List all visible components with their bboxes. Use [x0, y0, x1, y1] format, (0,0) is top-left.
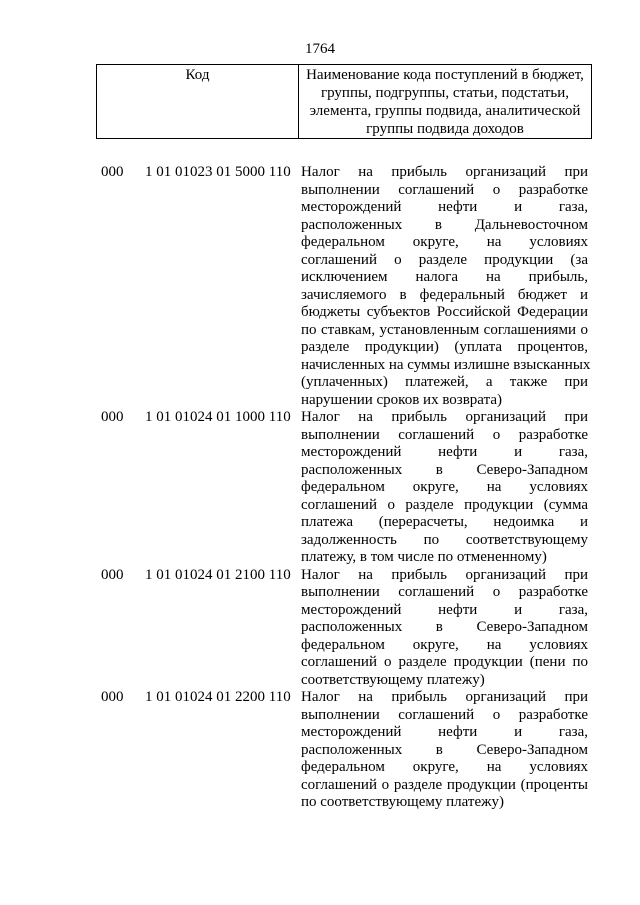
description-line: (уплаченных) платежей, а также при [301, 374, 588, 390]
description-line: выполнении соглашений о разработке [301, 426, 588, 443]
description-line: нарушении сроков их возврата) [301, 391, 502, 408]
header-code-label: Код [185, 67, 210, 83]
description-line: задолженность по соответствующему [301, 531, 588, 548]
admin-code: 000 [101, 164, 124, 180]
description-line: Налог на прибыль организаций при [301, 566, 588, 583]
description-line: расположенных в Северо-Западном [301, 619, 588, 635]
description-line: платежа (перерасчеты, недоимка и [301, 514, 588, 530]
list-item [0, 689, 640, 812]
description-line: выполнении соглашений о разработке [301, 181, 588, 198]
description-line: начисленных на суммы излишне взысканных [301, 356, 591, 373]
income-code: 1 01 01024 01 2100 110 [145, 566, 291, 583]
description-line: федеральном округе, на условиях [301, 636, 588, 653]
income-description [301, 164, 591, 409]
page-number: 1764 [305, 41, 335, 57]
admin-code: 000 [101, 689, 124, 705]
description-line: расположенных в Северо-Западном [301, 461, 588, 478]
description-line: соответствующему платежу) [301, 671, 485, 688]
description-line: соглашений о разделе продукции (сумма [301, 496, 588, 513]
description-line: разделе продукции) (уплата процентов, [301, 339, 588, 355]
description-line: федеральном округе, на условиях [301, 759, 588, 775]
description-line: выполнении соглашений о разработке [301, 584, 588, 600]
income-code: 1 01 01024 01 2200 110 [145, 689, 291, 705]
description-line: соглашений о разделе продукции (за [301, 251, 588, 268]
description-line: Налог на прибыль организаций при [301, 164, 588, 180]
description-line: расположенных в Северо-Западном [301, 741, 588, 758]
description-line: выполнении соглашений о разработке [301, 706, 588, 723]
income-description [301, 567, 588, 690]
description-line: федеральном округе, на условиях [301, 234, 588, 250]
income-code: 1 01 01024 01 1000 110 [145, 409, 291, 425]
description-line: соглашений о разделе продукции (пени по [301, 654, 588, 670]
description-line: платежу, в том числе по отмененному) [301, 549, 547, 565]
header-name-line: Наименование кода поступлений в бюджет, [306, 67, 584, 83]
header-name-line: группы, подгруппы, статьи, подстатьи, [320, 85, 570, 101]
description-line: месторождений нефти и газа, [301, 199, 588, 215]
admin-code: 000 [101, 409, 124, 425]
description-line: месторождений нефти и газа, [301, 724, 588, 740]
header-code-cell [97, 65, 299, 139]
description-line: зачисляемого в федеральный бюджет и [301, 286, 588, 303]
header-name-cell [299, 65, 592, 139]
header-row [97, 65, 592, 139]
list-item [0, 409, 640, 567]
admin-code: 000 [101, 566, 124, 583]
description-line: Налог на прибыль организаций при [301, 409, 588, 425]
list-item [0, 567, 640, 690]
description-line: исключением налога на прибыль, [301, 269, 588, 285]
list-item [0, 164, 640, 409]
description-line: бюджеты субъектов Российской Федерации [301, 304, 588, 320]
header-name-line: элемента, группы подвида, аналитической [309, 103, 581, 119]
income-code-list [0, 164, 640, 812]
header-table [96, 64, 592, 139]
description-line: месторождений нефти и газа, [301, 444, 588, 460]
description-line: месторождений нефти и газа, [301, 601, 588, 618]
description-line: расположенных в Дальневосточном [301, 216, 588, 233]
header-name-line: группы подвида доходов [366, 121, 524, 137]
income-code: 1 01 01023 01 5000 110 [145, 164, 291, 180]
description-line: Налог на прибыль организаций при [301, 689, 588, 705]
description-line: по соответствующему платежу) [301, 794, 504, 810]
description-line: соглашений о разделе продукции (проценты [301, 776, 588, 793]
income-description [301, 409, 588, 567]
description-line: федеральном округе, на условиях [301, 479, 588, 495]
income-description [301, 689, 588, 812]
description-line: по ставкам, установленным соглашениями о [301, 321, 588, 338]
